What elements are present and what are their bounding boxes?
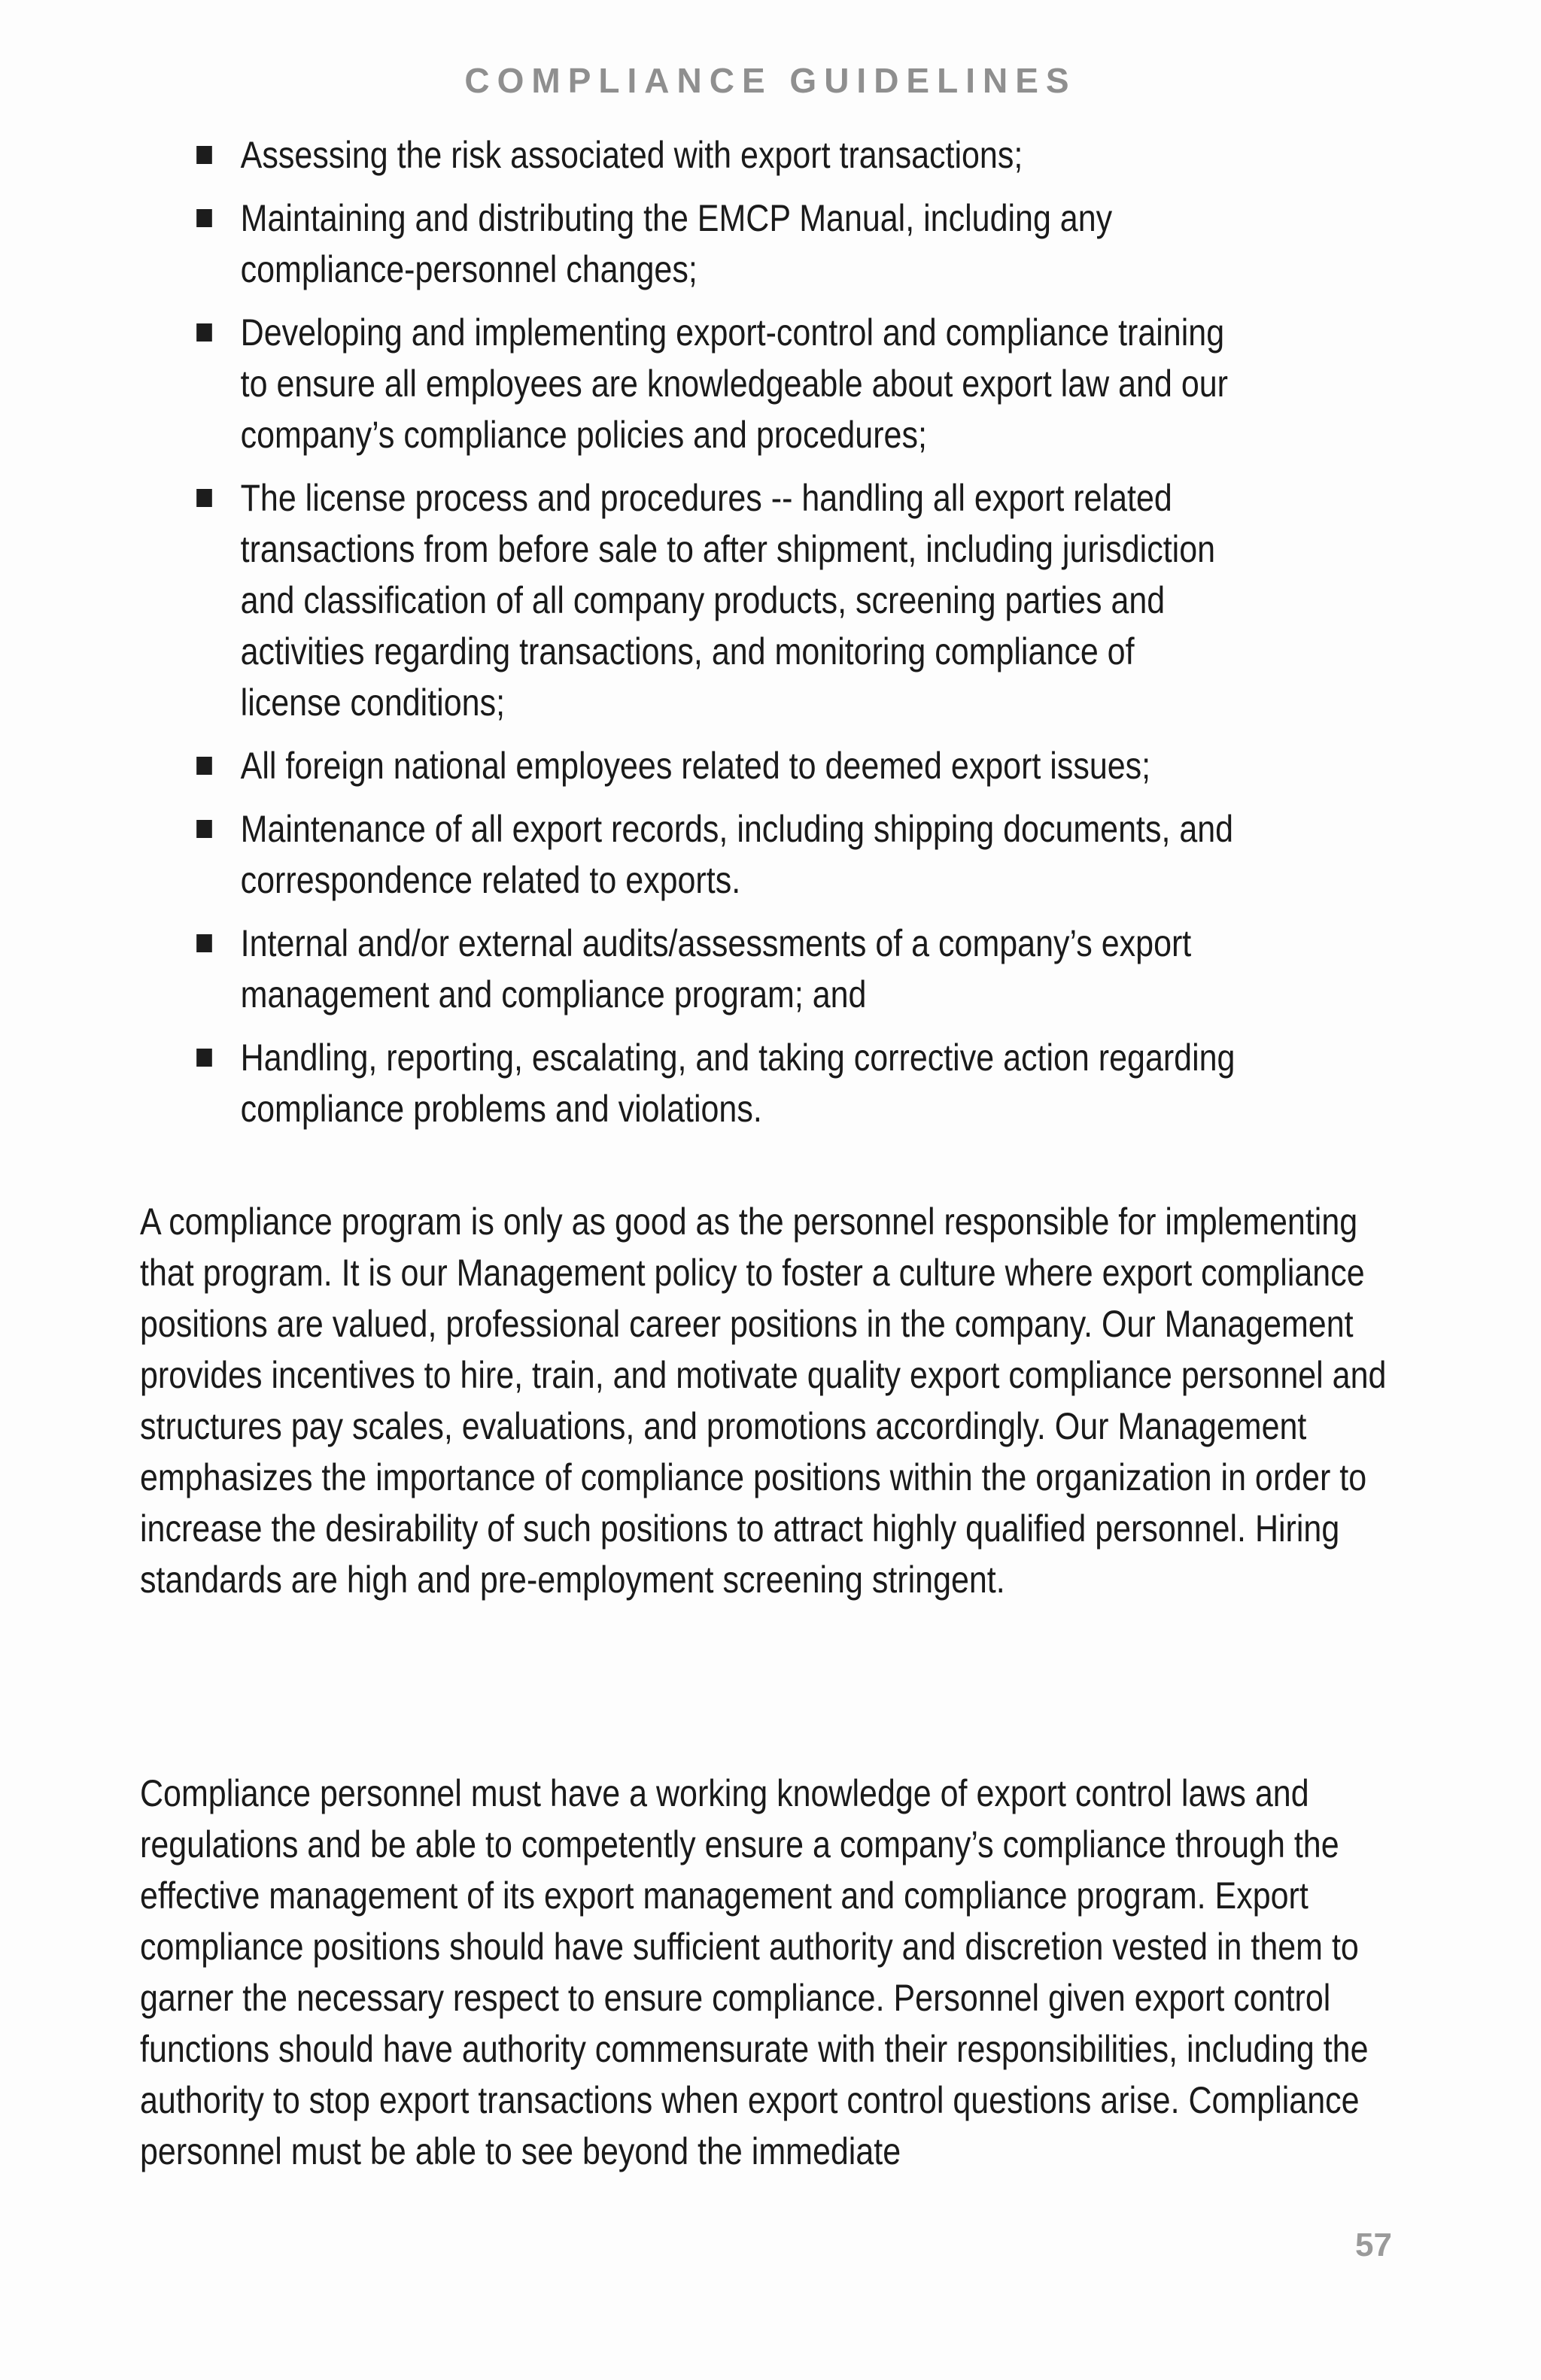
body-paragraph: Compliance personnel must have a working knowledge of export control laws and regulations and be able to competently ensure a company’s compliance through the effective management of its export management and compliance program. Export compliance positions should have sufficient authority and discretion vested in them to garner the necessary respect to ensure compliance. Personnel given export control functions should have authority commensurate with their responsibilities, including the authority to stop export transactions when export control questions arise. Compliance personnel must be able to see beyond the immediate	[140, 1772, 1369, 2172]
square-bullet-icon	[196, 757, 212, 775]
list-item-text: All foreign national employees related to deemed export issues;	[240, 745, 1151, 787]
list-item	[193, 918, 1241, 1020]
square-bullet-icon	[196, 820, 212, 838]
list-item-text: Developing and implementing export-control and compliance training to ensure all employees are knowledgeable about export law and our company’s compliance policies and procedures;	[240, 311, 1228, 456]
list-item	[193, 307, 1241, 460]
square-bullet-icon	[196, 934, 212, 952]
page-number: 57	[1355, 2227, 1392, 2263]
body-paragraph: A compliance program is only as good as the personnel responsible for implementing that program. It is our Management policy to foster a culture where export compliance positions are valued, professional career positions in the company. Our Management provides incentives to hire, train, and motivate quality export compliance personnel and structures pay scales, evaluations, and promotions accordingly. Our Management emphasizes the importance of compliance positions within the organization in order to increase the desirability of such positions to attract highly qualified personnel. Hiring standards are high and pre-employment screening stringent.	[140, 1201, 1387, 1601]
list-item	[193, 129, 1241, 181]
square-bullet-icon	[196, 1049, 212, 1067]
list-item-text: Maintaining and distributing the EMCP Manual, including any compliance-personnel changes;	[240, 197, 1113, 290]
list-item-text: Assessing the risk associated with export transactions;	[240, 134, 1023, 176]
square-bullet-icon	[196, 209, 212, 227]
list-item	[193, 193, 1241, 295]
list-item-text: The license process and procedures -- handling all export related transactions from before sale to after shipment, including jurisdiction and classification of all company products, screening parties and activities regarding transactions, and monitoring compliance of license conditions;	[240, 477, 1216, 724]
list-item-text: Maintenance of all export records, including shipping documents, and correspondence related to exports.	[240, 808, 1234, 901]
square-bullet-icon	[196, 489, 212, 507]
list-item	[193, 1032, 1241, 1134]
list-item	[193, 472, 1241, 728]
list-item-text: Handling, reporting, escalating, and taking corrective action regarding compliance problems and violations.	[240, 1037, 1236, 1130]
square-bullet-icon	[196, 146, 212, 164]
running-head: COMPLIANCE GUIDELINES	[464, 61, 1077, 100]
square-bullet-icon	[196, 323, 212, 342]
list-item	[193, 740, 1241, 791]
list-item-text: Internal and/or external audits/assessments of a company’s export management and compliance program; and	[240, 922, 1192, 1015]
list-item	[193, 803, 1241, 906]
bullet-list	[193, 129, 1241, 1146]
